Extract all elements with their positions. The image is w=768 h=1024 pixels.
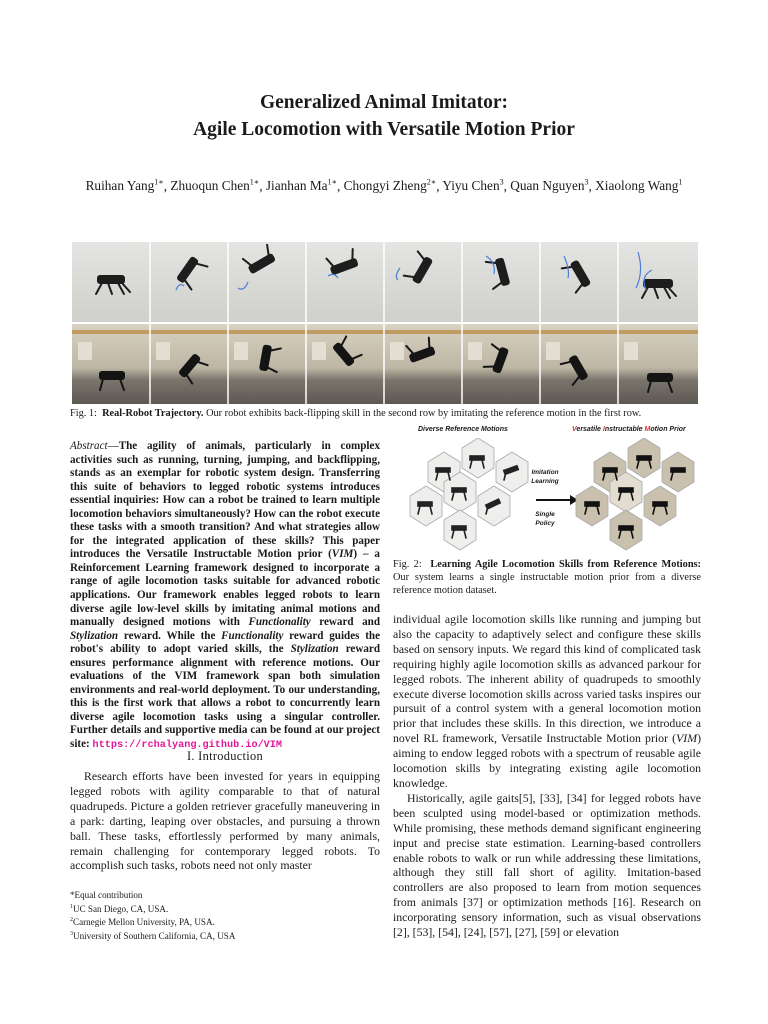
section-heading-introduction: I. Introduction [186,749,264,763]
author: Chongyi Zheng$^{2∗}$ [343,178,437,194]
introduction-paragraph: Research efforts have been invested for years in equipping legged robots with agility comparable to that of natural quadrupeds. Picture a golden retriever gracefully maneuvering in a park: darting, leaping over obstacles, and pursuing a thrown ball. These tasks, effortlessly performed by many animals, remain challenging for contemporary legged robots. To accomplish such tasks, robots need not only master [70,769,380,873]
author: Xiaolong Wang$^1$ [595,178,683,194]
imitation-learning-label: Imitation Learning [531,469,559,485]
author: Quan Nguyen$^3$ [510,178,589,194]
figure1-caption: Fig. 1: Real-Robot Trajectory. Our robot exhibits back-flipping skill in the second row by imitating the reference motion in the first row. [70,408,642,419]
author: Ruihan Yang$^{1∗}$ [85,178,164,194]
figure1-trajectory-image [72,242,698,404]
figure2-diagram [398,438,704,556]
paper-title-line2: Agile Locomotion with Versatile Motion Prior [193,119,575,140]
paragraph: Historically, agile gaits[5], [33], [34] for legged robots have been sculpted using model-based or optimization methods. While promising, these methods demand significant engineering input and precise state estimation. Learning-based controllers enable robots to walk or run while addressing these limitations, although they still fall short of agility. Imitation-based controllers are also proposed to learn from motion sequences from animals [37] or optimization methods [16]. Research on incorporating sensory information, such as visual observations [2], [53], [54], [24], [57], [27], [59] or elevation [393,790,701,940]
paper-title-line1: Generalized Animal Imitator: [259,92,509,113]
project-url-link[interactable]: https://rchalyang.github.io/VIM [92,740,283,752]
reference-motion-row [72,242,698,322]
single-policy-label: Single Policy [535,511,555,527]
right-column-body [393,612,701,940]
figure2-left-heading: Diverse Reference Motions [418,426,508,433]
figure2-caption: Fig. 2: Learning Agile Locomotion Skills from Reference Motions: Our system learns a single instructable motion prior from a diverse reference motion dataset. [393,559,701,596]
author: Zhuoqun Chen$^{1∗}$ [170,178,260,194]
author-list: Ruihan Yang$^{1∗}$, Zhuoqun Chen$^{1∗}$, Jianhan $Ma^{1∗}$, Chongyi Zheng$^{2∗}$, Yiyu Chen$^3$, Quan Nguyen$^3$, Xiaolong Wang$^1$ [85,178,683,194]
figure2-right-heading: Versatile Instructable Motion Prior [572,426,686,433]
footnote: $^2$Carnegie Mellon University, PA, USA. [70,917,215,928]
footnote: $^3$University of Southern California, CA, USA [70,930,236,941]
author: Jianhan $Ma^{1∗}$ [265,178,337,194]
footnotes [70,888,380,942]
real-robot-row [72,324,698,404]
abstract: Abstract—The agility of animals, particularly in complex activities such as running, turning, jumping, and backflipping, stands as an exemplar for robotic system design. Transferring this suite of behaviors to legged robotic systems introduces essential inquiries: How can a robot be trained to learn multiple locomotion behaviors simultaneously? How can the robot execute these tasks with a smooth transition? And what strategies allow for the integrated application of these skills? This paper introduces the Versatile Instructable Motion prior (VIM) – a Reinforcement Learning framework designed to incorporate a range of agile locomotion tasks suitable for advanced robotic applications. Our framework enables legged robots to learn diverse agile low-level skills by imitating animal motions and manually designed motions with Functionality reward and Stylization reward. While the Functionality reward guides the robot's ability to adopt varied skills, the Stylization reward ensures performance alignment with reference motions. Our evaluations of the VIM framework span both simulation environments and real-world deployment. To our understanding, this is the first work that allows a robot to concurrently learn diverse agile locomotion tasks using a singular controller. Further details and supportive media can be found at our project site: https://rchalyang.github.io/VIM [70,440,381,752]
footnote: $^1$UC San Diego, CA, USA. [70,903,169,914]
footnote: *Equal contribution [70,890,143,901]
paragraph: individual agile locomotion skills like running and jumping but also the capacity to adaptively select and configure these skills based on sensory inputs. We regard this kind of complicated task requiring highly agile locomotion skills as advanced parkour for legged robots. The inherent ability of quadrupeds to smoothly execute diverse locomotion skills across varied tasks inspires our pursuit of a control system with a general locomotion motion prior that includes these skills. In this direction, we introduce a novel RL framework, Versatile Instructable Motion prior (VIM) aiming to endow legged robots with a spectrum of reusable agile locomotion skills by integrating existing agile locomotion knowledge. [393,612,701,790]
author: Yiyu Chen$^3$ [442,178,504,194]
